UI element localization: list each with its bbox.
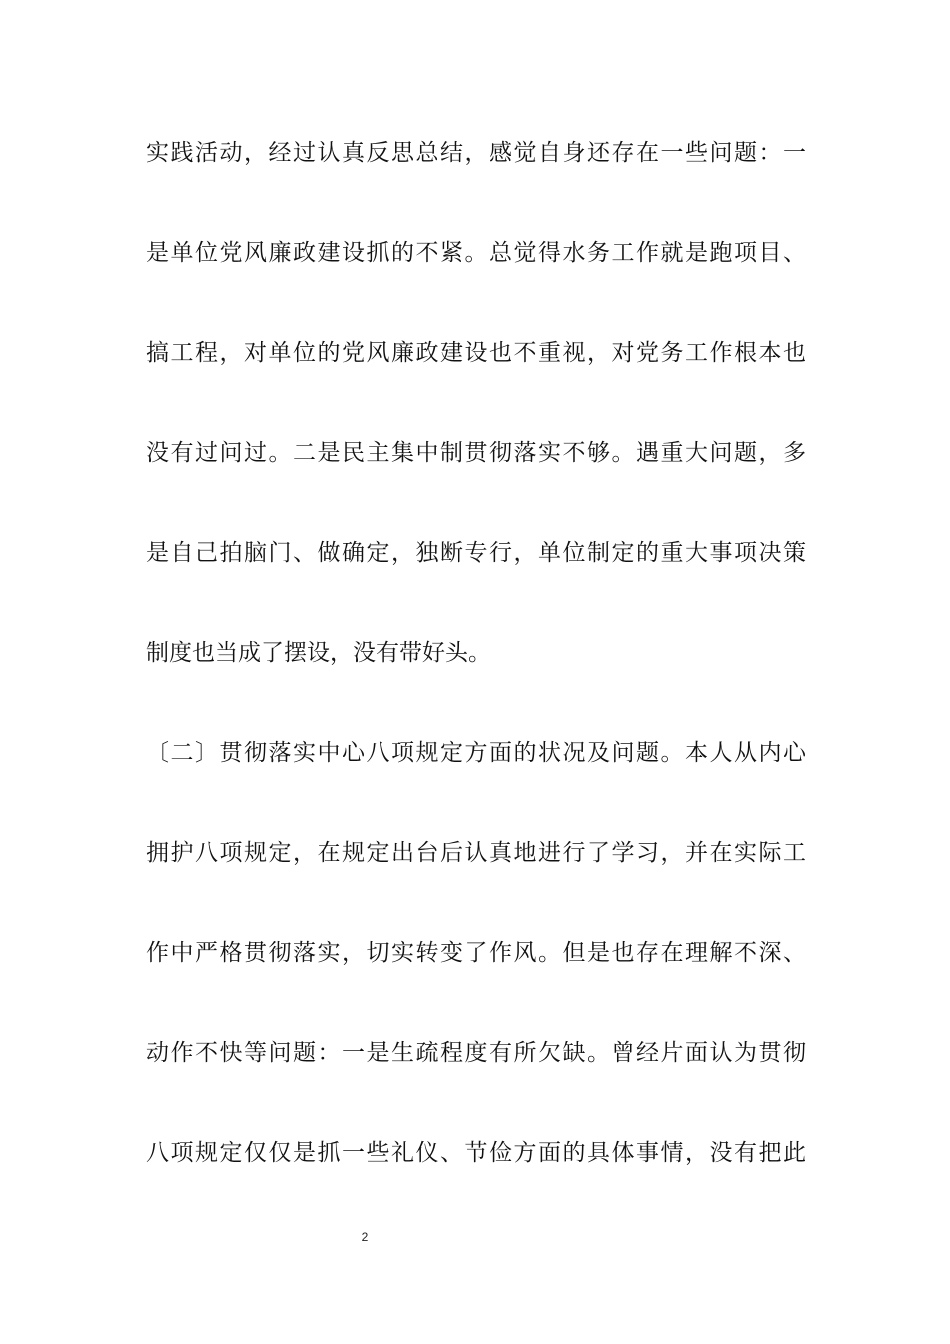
body-text-line: 制度也当成了摆设，没有带好头。 [146,640,491,666]
body-text-line: 是单位党风廉政建设抓的不紧。总觉得水务工作就是跑项目、 [146,240,806,266]
body-text-line: 作中严格贯彻落实，切实转变了作风。但是也存在理解不深、 [146,940,806,966]
body-text-line: 拥护八项规定，在规定出台后认真地进行了学习，并在实际工 [146,840,806,866]
body-text-line: 是自己拍脑门、做确定，独断专行，单位制定的重大事项决策 [146,540,806,566]
body-text-line: 实践活动，经过认真反思总结，感觉自身还存在一些问题：一 [146,140,806,166]
body-text-line: 搞工程，对单位的党风廉政建设也不重视，对党务工作根本也 [146,340,806,366]
page-number: 2 [361,1230,369,1244]
body-text-line: 八项规定仅仅是抓一些礼仪、节俭方面的具体事情，没有把此 [146,1140,806,1166]
body-text-line: 没有过问过。二是民主集中制贯彻落实不够。遇重大问题，多 [146,440,806,466]
section-heading-line: 〔二〕贯彻落实中心八项规定方面的状况及问题。本人从内心 [146,740,806,766]
body-text-line: 动作不快等问题：一是生疏程度有所欠缺。曾经片面认为贯彻 [146,1040,806,1066]
